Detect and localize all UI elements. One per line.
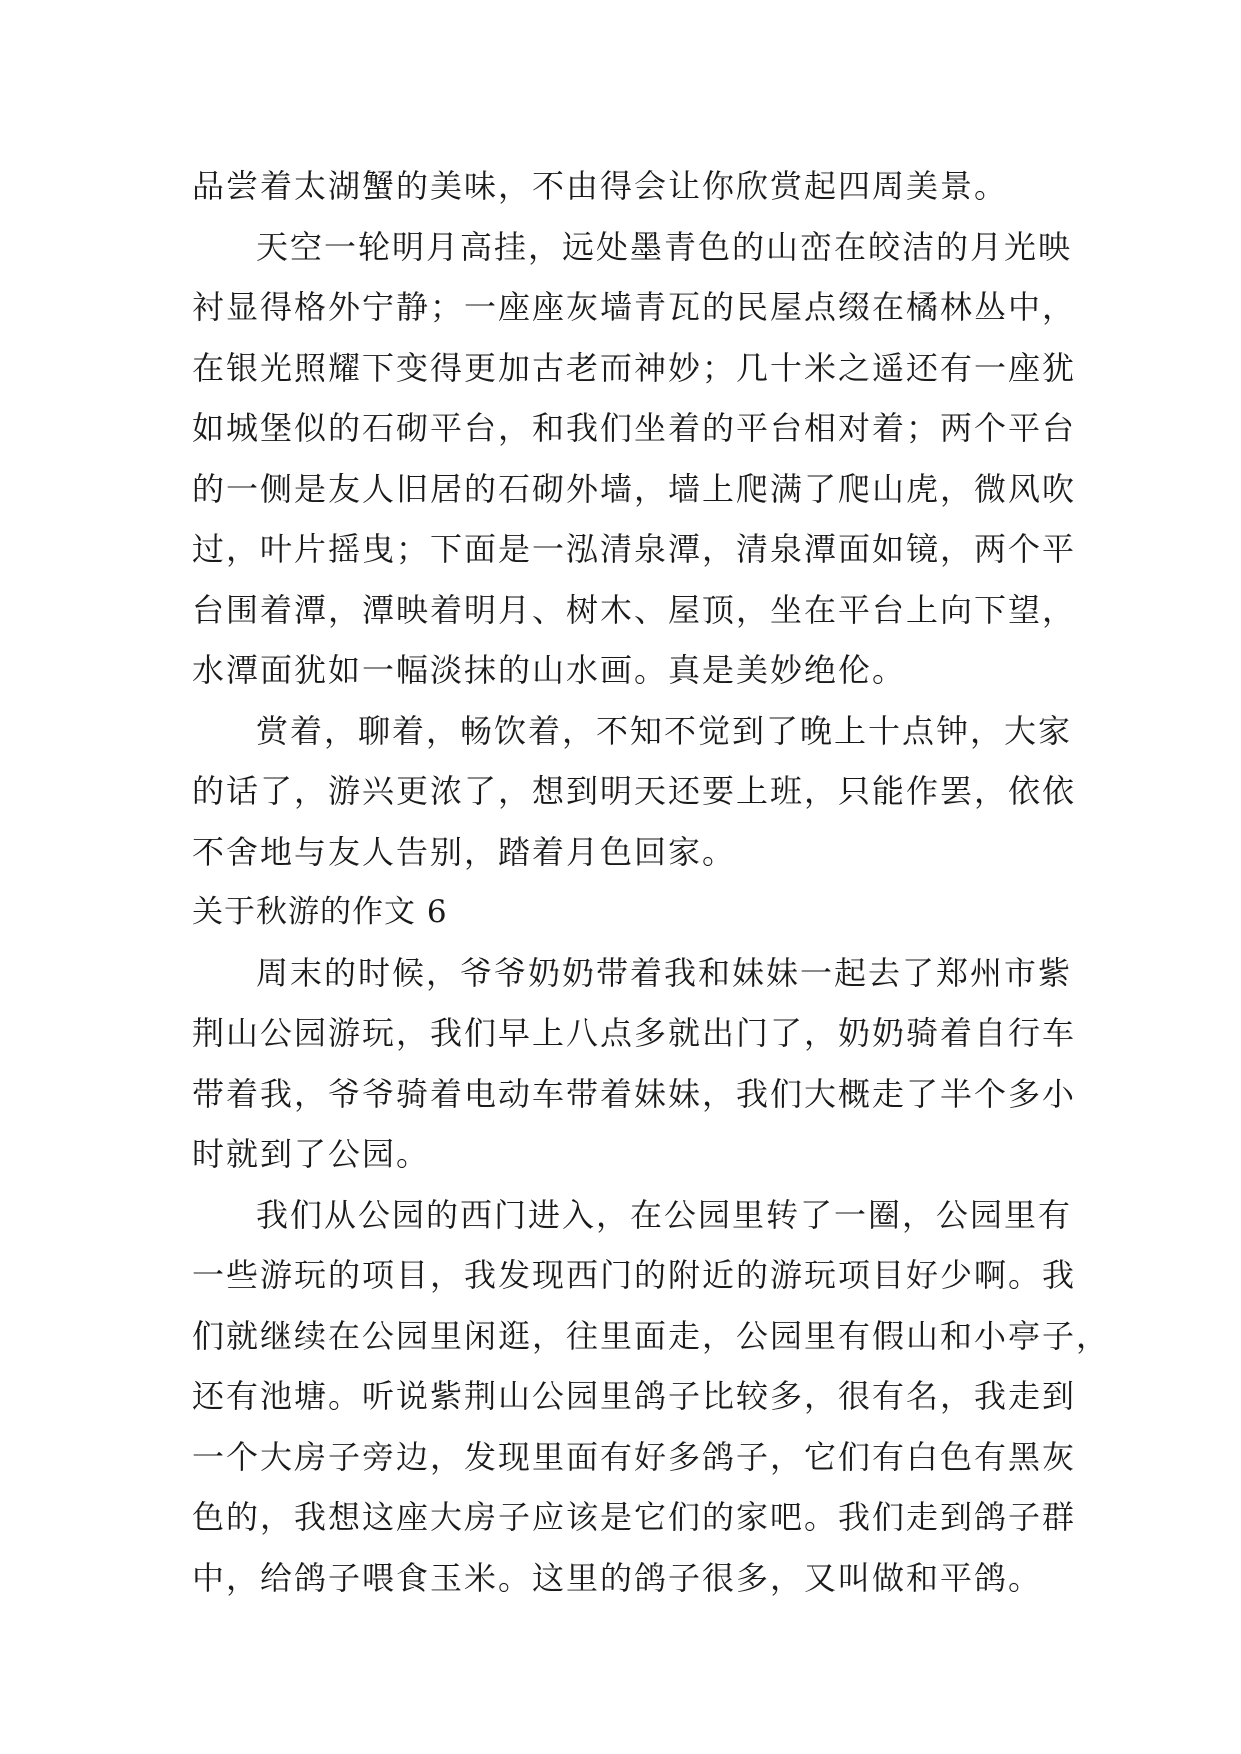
text-line: 的一侧是友人旧居的石砌外墙，墙上爬满了爬山虎，微风吹 <box>192 469 1077 508</box>
text-line: 品尝着太湖蟹的美味，不由得会让你欣赏起四周美景。 <box>192 167 1009 205</box>
text-line: 在银光照耀下变得更加古老而神妙；几十米之遥还有一座犹 <box>192 348 1077 387</box>
text-line: 台围着潭，潭映着明月、树木、屋顶，坐在平台上向下望， <box>192 590 1077 629</box>
paragraph <box>192 217 1077 701</box>
text-line: 一个大房子旁边，发现里面有好多鸽子，它们有白色有黑灰 <box>192 1437 1077 1476</box>
text-line: 赏着，聊着，畅饮着，不知不觉到了晚上十点钟，大家 <box>256 711 1073 750</box>
text-line: 们就继续在公园里闲逛，往里面走，公园里有假山和小亭子， <box>192 1316 1111 1355</box>
text-line: 如城堡似的石砌平台，和我们坐着的平台相对着；两个平台 <box>192 409 1077 447</box>
text-line: 过，叶片摇曳；下面是一泓清泉潭，清泉潭面如镜，两个平 <box>192 530 1077 568</box>
text-line: 荆山公园游玩，我们早上八点多就出门了，奶奶骑着自行车 <box>192 1014 1077 1052</box>
text-line: 带着我，爷爷骑着电动车带着妹妹，我们大概走了半个多小 <box>192 1074 1077 1113</box>
document-body <box>192 156 1111 1608</box>
text-line: 我们从公园的西门进入，在公园里转了一圈，公园里有 <box>256 1195 1073 1234</box>
paragraph <box>192 156 1062 217</box>
paragraph <box>192 701 1077 883</box>
text-line: 一些游玩的项目，我发现西门的附近的游玩项目好少啊。我 <box>192 1256 1077 1294</box>
text-line: 还有池塘。听说紫荆山公园里鸽子比较多，很有名，我走到 <box>192 1377 1077 1415</box>
paragraph <box>192 943 1077 1185</box>
text-line: 周末的时候，爷爷奶奶带着我和妹妹一起去了郑州市紫 <box>256 953 1073 992</box>
text-line: 天空一轮明月高挂，远处墨青色的山峦在皎洁的月光映 <box>256 227 1073 266</box>
text-line: 中，给鸽子喂食玉米。这里的鸽子很多，又叫做和平鸽。 <box>192 1558 1043 1597</box>
text-line: 不舍地与友人告别，踏着月色回家。 <box>192 832 737 871</box>
text-line: 色的，我想这座大房子应该是它们的家吧。我们走到鸽子群 <box>192 1498 1077 1536</box>
paragraph <box>192 1185 1111 1609</box>
text-line: 时就到了公园。 <box>192 1135 431 1173</box>
text-line: 衬显得格外宁静；一座座灰墙青瓦的民屋点缀在橘林丛中， <box>192 288 1077 326</box>
text-line: 的话了，游兴更浓了，想到明天还要上班，只能作罢，依依 <box>192 772 1077 810</box>
text-line: 水潭面犹如一幅淡抹的山水画。真是美妙绝伦。 <box>192 651 907 689</box>
section-heading: 关于秋游的作文 6 <box>192 894 448 930</box>
